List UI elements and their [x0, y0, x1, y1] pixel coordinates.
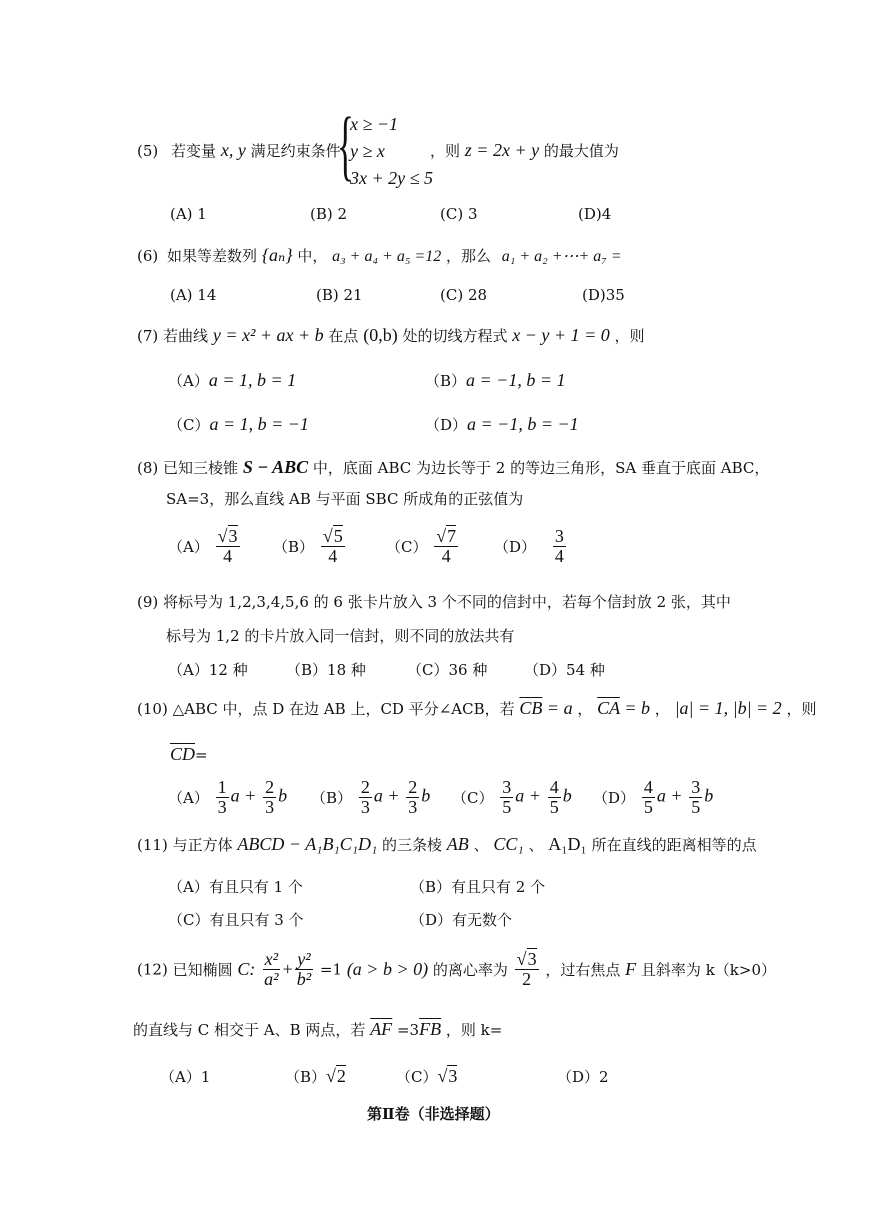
q10-stem-line2: $\overline{CD}=$ [170, 744, 208, 764]
q10-option-a[interactable]: （A） $\frac{1}{3}$ a + $\frac{2}{3}$ b [168, 777, 288, 817]
q6-stem: (6) 如果等差数列 {aₙ} 中， a₃ + a₄ + a₅ =12 ，那么 a₁ + a₂ +⋯+ a₇ = [137, 245, 622, 265]
constraint-brace: { [337, 101, 354, 188]
q11-option-b[interactable]: （B）有且只有 2 个 [410, 878, 546, 896]
fraction: $\frac{3}{4}$ [554, 526, 564, 566]
q5-option-c[interactable]: (C) 3 [440, 205, 478, 223]
q9-option-b[interactable]: （B）18 种 [286, 661, 366, 679]
fraction: $\frac{√3}{4}$ [217, 526, 238, 566]
q7-option-a[interactable]: （A）a = 1, b = 1 [168, 370, 297, 390]
q9-option-c[interactable]: （C）36 种 [407, 661, 488, 679]
section-title: 第Ⅱ卷（非选择题） [367, 1105, 500, 1123]
question-number: (10) [137, 700, 168, 718]
q10-stem: (10) △ABC 中，点 D 在边 AB 上，CD 平分∠ACB，若 $\overline{CB} = a$ ， $\overline{CA} = b$ ， |a| = 1, |b| = 2 ，则 [137, 698, 817, 718]
q11-option-d[interactable]: （D）有无数个 [410, 911, 513, 929]
q12-option-a[interactable]: （A）1 [160, 1068, 211, 1086]
constraint-1: x ≥ −1 [350, 114, 399, 134]
q12-option-c[interactable]: （C）√3 [396, 1066, 458, 1086]
q8-option-a[interactable]: （A） $\frac{√3}{4}$ [168, 526, 238, 566]
q11-stem: (11) 与正方体 ABCD − A₁B₁C₁D₁ 的三条棱 AB 、 CC₁ 、 A₁D₁ 所在直线的距离相等的点 [137, 834, 757, 854]
q6-option-a[interactable]: (A) 14 [170, 286, 217, 304]
q5-stem-end: ，则 z = 2x + y 的最大值为 [430, 140, 619, 160]
q8-option-c[interactable]: （C） $\frac{√7}{4}$ [386, 526, 457, 566]
q12-stem-line2: 的直线与 C 相交于 A、B 两点，若 $\overline{AF} =3\overline{FB}$ ，则 k= [133, 1019, 503, 1039]
q9-stem-line2: 标号为 1,2 的卡片放入同一信封，则不同的放法共有 [166, 627, 515, 645]
q7-option-c[interactable]: （C）a = 1, b = −1 [168, 414, 309, 434]
constraint-3: 3x + 2y ≤ 5 [350, 168, 434, 188]
q10-option-b[interactable]: （B） $\frac{2}{3}$ a + $\frac{2}{3}$ b [311, 777, 431, 817]
q10-option-c[interactable]: （C） $\frac{3}{5}$ a + $\frac{4}{5}$ b [452, 777, 572, 817]
question-number: (7) [137, 327, 159, 345]
q12-option-b[interactable]: （B）√2 [285, 1066, 346, 1086]
q11-option-a[interactable]: （A）有且只有 1 个 [168, 878, 303, 896]
question-number: (12) [137, 960, 168, 979]
q8-option-b[interactable]: （B） $\frac{√5}{4}$ [273, 526, 343, 566]
q9-stem: (9) 将标号为 1,2,3,4,5,6 的 6 张卡片放入 3 个不同的信封中，若每个信封放 2 张，其中 [137, 593, 731, 611]
q5-option-d[interactable]: (D)4 [578, 205, 612, 223]
q11-option-c[interactable]: （C）有且只有 3 个 [168, 911, 304, 929]
question-number: (8) [137, 459, 159, 477]
q5-stem: (5) 若变量 x, y 满足约束条件 [137, 140, 341, 160]
question-number: (11) [137, 836, 168, 854]
constraint-2: y ≥ x [350, 141, 385, 161]
q7-option-d[interactable]: （D）a = −1, b = −1 [425, 414, 579, 434]
q7-stem: (7) 若曲线 y = x² + ax + b 在点 (0,b) 处的切线方程式 x − y + 1 = 0 ，则 [137, 325, 645, 345]
q12-option-d[interactable]: （D）2 [557, 1068, 609, 1086]
q6-option-d[interactable]: (D)35 [582, 286, 625, 304]
q12-stem: (12) 已知椭圆 C: $\frac{\text{x²}}{\text{a²}}$ + $\frac{\text{y²}}{\text{b²}}$ =1 (a > b > 0) 的离心率为 $\frac{√3}{2}$ ，过右焦点 F 且斜率为 k（k>0） [137, 949, 777, 989]
question-number: (5) [137, 142, 159, 160]
question-number: (9) [137, 593, 159, 611]
q8-option-d[interactable]: （D） $\frac{3}{4}$ [494, 526, 564, 566]
q6-option-b[interactable]: (B) 21 [316, 286, 363, 304]
q8-stem: (8) 已知三棱锥 S − ABC 中，底面 ABC 为边长等于 2 的等边三角形，SA 垂直于底面 ABC， [137, 457, 770, 477]
question-number: (6) [137, 247, 159, 265]
fraction: $\frac{√5}{4}$ [322, 526, 343, 566]
fraction: $\frac{√7}{4}$ [436, 526, 457, 566]
q9-option-a[interactable]: （A）12 种 [168, 661, 248, 679]
q5-option-a[interactable]: (A) 1 [170, 205, 207, 223]
q8-stem-line2: SA=3，那么直线 AB 与平面 SBC 所成角的正弦值为 [166, 490, 524, 508]
q7-option-b[interactable]: （B）a = −1, b = 1 [425, 370, 566, 390]
q9-option-d[interactable]: （D）54 种 [524, 661, 605, 679]
q5-option-b[interactable]: (B) 2 [310, 205, 348, 223]
q10-option-d[interactable]: （D） $\frac{4}{5}$ a + $\frac{3}{5}$ b [593, 777, 714, 817]
q6-option-c[interactable]: (C) 28 [440, 286, 488, 304]
